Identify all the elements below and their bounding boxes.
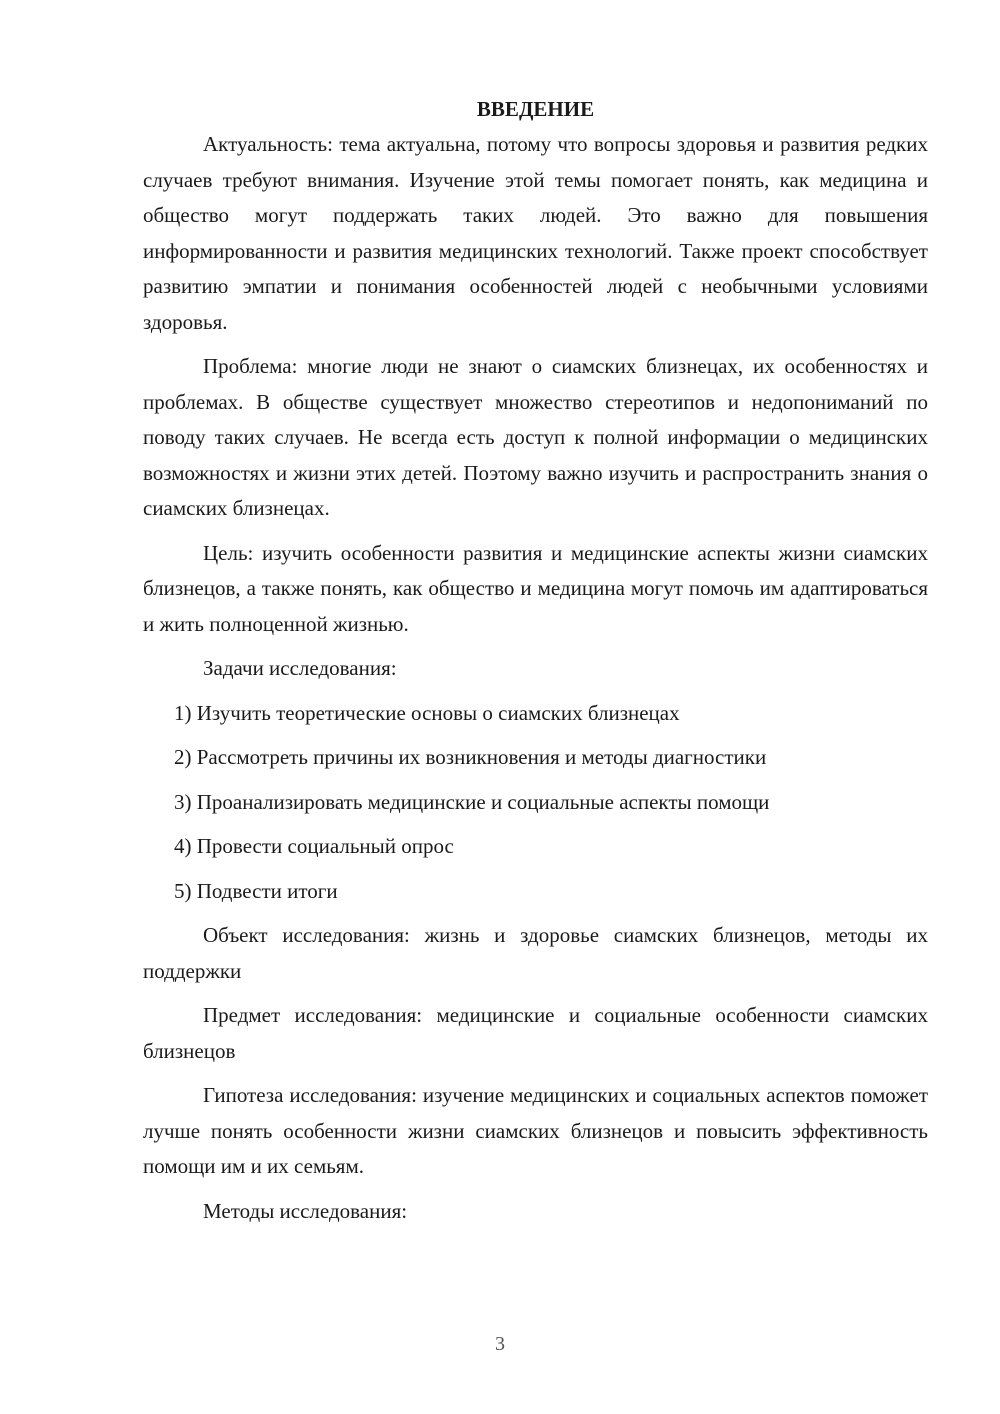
list-item: 2) Рассмотреть причины их возникновения и методы диагностики: [174, 745, 767, 769]
paragraph-goal: Цель: изучить особенности развития и медицинские аспекты жизни сиамских близнецов, а также понять, как общество и медицина могут помочь им адаптироваться и жить полноценной жизнью.: [143, 540, 928, 636]
tasks-list: [143, 696, 928, 910]
document-page: [143, 92, 928, 1238]
paragraph-relevance: Актуальность: тема актуальна, потому что вопросы здоровья и развития редких случаев требуют внимания. Изучение этой темы помогает понять, как медицина и общество могут поддержать таких людей. Это важно для повышения информированности и развития медицинских технологий. Также проект способствует развитию эмпатии и понимания особенностей людей с необычными условиями здоровья.: [143, 132, 928, 334]
tasks-heading: Задачи исследования:: [203, 656, 397, 680]
list-item: 5) Подвести итоги: [174, 878, 338, 903]
list-item: 3) Проанализировать медицинские и социальные аспекты помощи: [174, 789, 770, 814]
page-number: 3: [495, 1333, 505, 1355]
list-item: 4) Провести социальный опрос: [174, 834, 454, 858]
methods-heading: Методы исследования:: [203, 1198, 408, 1223]
section-title: ВВЕДЕНИЕ: [476, 97, 595, 121]
paragraph-problem: Проблема: многие люди не знают о сиамских близнецах, их особенностях и проблемах. В обществе существует множество стереотипов и недопониманий по поводу таких случаев. Не всегда есть доступ к полной информации о медицинских возможностях и жизни этих детей. Поэтому важно изучить и распространить знания о сиамских близнецах.: [143, 354, 928, 520]
paragraph-subject: Предмет исследования: медицинские и социальные особенности сиамских близнецов: [143, 1003, 928, 1063]
paragraph-hypothesis: Гипотеза исследования: изучение медицинских и социальных аспектов поможет лучше понять особенности жизни сиамских близнецов и повысить эффективность помощи им и их семьям.: [143, 1083, 928, 1178]
paragraph-object: Объект исследования: жизнь и здоровье сиамских близнецов, методы их поддержки: [143, 923, 928, 983]
list-item: 1) Изучить теоретические основы о сиамских близнецах: [174, 700, 680, 725]
